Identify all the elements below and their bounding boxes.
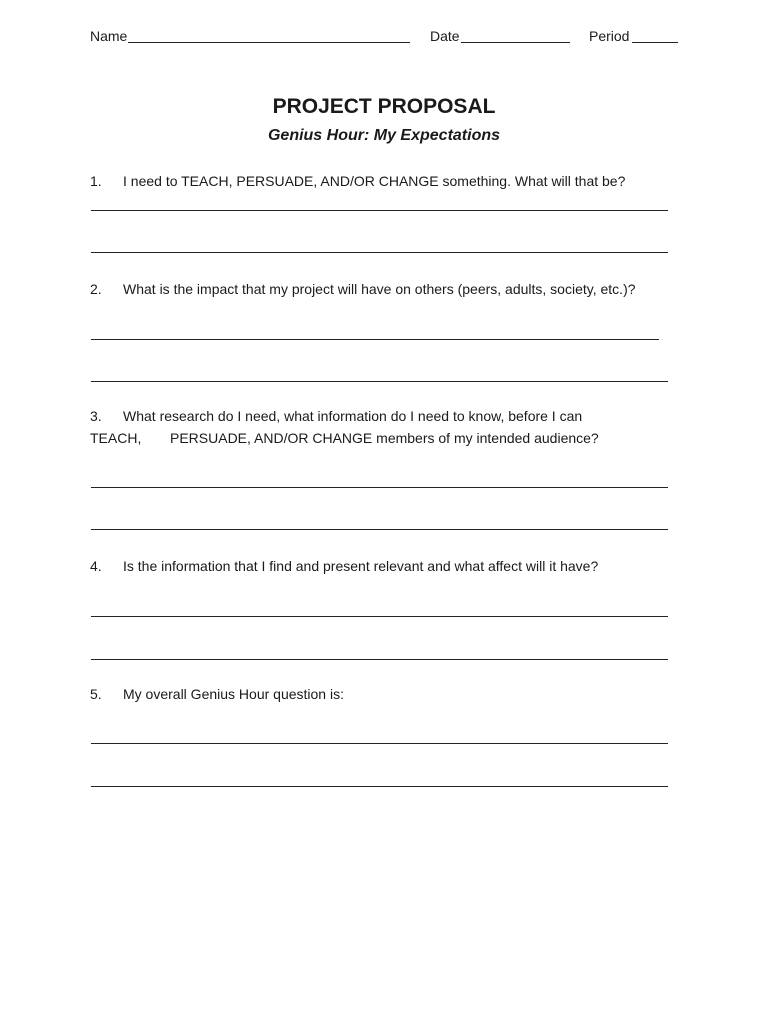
answer-line[interactable] (91, 659, 668, 660)
answer-line[interactable] (91, 252, 668, 253)
answer-line[interactable] (91, 487, 668, 488)
question-number: 2. (90, 281, 102, 297)
answer-line[interactable] (91, 529, 668, 530)
question-text: I need to TEACH, PERSUADE, AND/OR CHANGE something. What will that be? (123, 173, 626, 189)
answer-line[interactable] (91, 339, 659, 340)
question-number: 3. (90, 408, 102, 424)
question-number: 1. (90, 173, 102, 189)
question-text: Is the information that I find and present relevant and what affect will it have? (123, 558, 599, 574)
period-blank[interactable] (632, 42, 678, 43)
question-text: What research do I need, what information do I need to know, before I can (123, 408, 583, 424)
date-label: Date (430, 28, 460, 44)
name-blank[interactable] (128, 42, 410, 43)
answer-line[interactable] (91, 743, 668, 744)
page-title: PROJECT PROPOSAL (272, 95, 496, 118)
date-blank[interactable] (461, 42, 570, 43)
question-text-continued: PERSUADE, AND/OR CHANGE members of my intended audience? (170, 430, 599, 446)
question-text: What is the impact that my project will have on others (peers, adults, society, etc.)? (123, 281, 636, 297)
question-text: My overall Genius Hour question is: (123, 686, 344, 702)
answer-line[interactable] (91, 381, 668, 382)
question-text-continued: TEACH, (90, 430, 142, 446)
page-subtitle: Genius Hour: My Expectations (267, 127, 501, 144)
period-label: Period (589, 28, 630, 44)
answer-line[interactable] (91, 786, 668, 787)
question-number: 4. (90, 558, 102, 574)
answer-line[interactable] (91, 210, 668, 211)
name-label: Name (90, 28, 128, 44)
answer-line[interactable] (91, 616, 668, 617)
question-number: 5. (90, 686, 102, 702)
